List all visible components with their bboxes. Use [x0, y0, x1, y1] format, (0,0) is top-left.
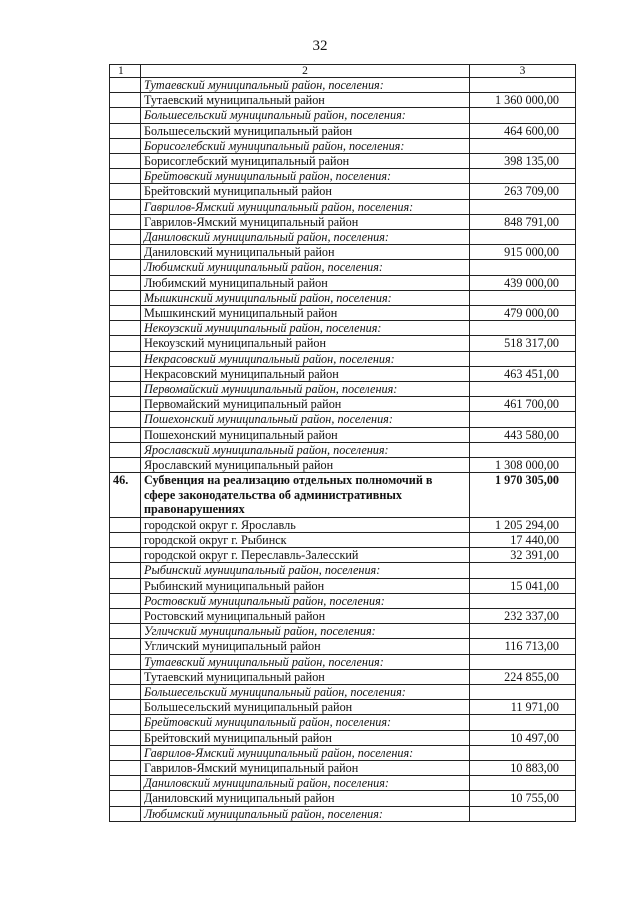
district-group-label: Большесельский муниципальный район, поселения:: [141, 108, 470, 123]
recipient-name: Борисоглебский муниципальный район: [141, 154, 470, 169]
table-row: [110, 639, 576, 654]
table-row: [110, 791, 576, 806]
amount: 398 135,00: [470, 154, 576, 169]
row-number: [110, 275, 141, 290]
amount: 32 391,00: [470, 548, 576, 563]
table-row: [110, 245, 576, 260]
recipient-name: Любимский муниципальный район: [141, 275, 470, 290]
row-number: [110, 427, 141, 442]
recipient-name: Некоузский муниципальный район: [141, 336, 470, 351]
amount: 224 855,00: [470, 669, 576, 684]
row-number: [110, 366, 141, 381]
amount: [470, 321, 576, 336]
amount: 464 600,00: [470, 123, 576, 138]
amount: [470, 169, 576, 184]
row-number: [110, 154, 141, 169]
table-row: [110, 578, 576, 593]
amount: 439 000,00: [470, 275, 576, 290]
recipient-name: городской округ г. Рыбинск: [141, 532, 470, 547]
amount: [470, 442, 576, 457]
recipient-name: Мышкинский муниципальный район: [141, 306, 470, 321]
row-number: [110, 230, 141, 245]
row-number: [110, 245, 141, 260]
amount: 1 970 305,00: [470, 473, 576, 518]
amount: [470, 685, 576, 700]
group-header-row: [110, 563, 576, 578]
district-group-label: Некоузский муниципальный район, поселения:: [141, 321, 470, 336]
header-col-1: 1: [110, 65, 141, 78]
amount: 461 700,00: [470, 397, 576, 412]
page-number: 32: [312, 38, 328, 54]
district-group-label: Гаврилов-Ямский муниципальный район, поселения:: [141, 745, 470, 760]
district-group-label: Тутаевский муниципальный район, поселения:: [141, 654, 470, 669]
row-number: [110, 609, 141, 624]
row-number: [110, 290, 141, 305]
row-number: [110, 791, 141, 806]
amount: [470, 351, 576, 366]
table-row: [110, 306, 576, 321]
amount: [470, 290, 576, 305]
table-row: [110, 609, 576, 624]
group-header-row: [110, 654, 576, 669]
recipient-name: Ростовский муниципальный район: [141, 609, 470, 624]
row-number: [110, 532, 141, 547]
district-group-label: Угличский муниципальный район, поселения:: [141, 624, 470, 639]
amount: [470, 806, 576, 821]
row-number: [110, 336, 141, 351]
amount: 848 791,00: [470, 214, 576, 229]
amount: 17 440,00: [470, 532, 576, 547]
recipient-name: городской округ г. Переславль-Залесский: [141, 548, 470, 563]
amount: [470, 776, 576, 791]
row-number: [110, 730, 141, 745]
amount: 10 755,00: [470, 791, 576, 806]
recipient-name: Гаврилов-Ямский муниципальный район: [141, 214, 470, 229]
district-group-label: Ярославский муниципальный район, поселения:: [141, 442, 470, 457]
amount: 15 041,00: [470, 578, 576, 593]
district-group-label: Мышкинский муниципальный район, поселения:: [141, 290, 470, 305]
district-group-label: Пошехонский муниципальный район, поселения:: [141, 412, 470, 427]
amount: [470, 382, 576, 397]
recipient-name: Ярославский муниципальный район: [141, 458, 470, 473]
district-group-label: Рыбинский муниципальный район, поселения:: [141, 563, 470, 578]
row-number: [110, 806, 141, 821]
district-group-label: Тутаевский муниципальный район, поселения:: [141, 78, 470, 93]
group-header-row: [110, 321, 576, 336]
amount: [470, 138, 576, 153]
district-group-label: Первомайский муниципальный район, поселения:: [141, 382, 470, 397]
group-header-row: [110, 624, 576, 639]
amount: 1 360 000,00: [470, 93, 576, 108]
row-number: [110, 306, 141, 321]
table-row: [110, 517, 576, 532]
table-row: [110, 669, 576, 684]
table-row: [110, 336, 576, 351]
recipient-name: Некрасовский муниципальный район: [141, 366, 470, 381]
amount: [470, 593, 576, 608]
table-row: [110, 730, 576, 745]
table-row: [110, 458, 576, 473]
amount: [470, 108, 576, 123]
amount: 915 000,00: [470, 245, 576, 260]
row-number: [110, 685, 141, 700]
row-number: 46.: [110, 473, 141, 518]
row-number: [110, 624, 141, 639]
recipient-name: Брейтовский муниципальный район: [141, 184, 470, 199]
district-group-label: Ростовский муниципальный район, поселения:: [141, 593, 470, 608]
row-number: [110, 548, 141, 563]
group-header-row: [110, 412, 576, 427]
row-number: [110, 517, 141, 532]
amount: 116 713,00: [470, 639, 576, 654]
group-header-row: [110, 78, 576, 93]
row-number: [110, 123, 141, 138]
row-number: [110, 412, 141, 427]
table-row: [110, 93, 576, 108]
row-number: [110, 169, 141, 184]
table-row: [110, 700, 576, 715]
amount: [470, 563, 576, 578]
amount: [470, 745, 576, 760]
header-col-3: 3: [470, 65, 576, 78]
row-number: [110, 578, 141, 593]
district-group-label: Любимский муниципальный район, поселения:: [141, 806, 470, 821]
recipient-name: Тутаевский муниципальный район: [141, 669, 470, 684]
recipient-name: городской округ г. Ярославль: [141, 517, 470, 532]
recipient-name: Даниловский муниципальный район: [141, 245, 470, 260]
amount: [470, 78, 576, 93]
row-number: [110, 715, 141, 730]
amount: 11 971,00: [470, 700, 576, 715]
amount: 1 205 294,00: [470, 517, 576, 532]
row-number: [110, 442, 141, 457]
table-row: [110, 123, 576, 138]
amount: 479 000,00: [470, 306, 576, 321]
amount: 263 709,00: [470, 184, 576, 199]
row-number: [110, 321, 141, 336]
group-header-row: [110, 806, 576, 821]
district-group-label: Брейтовский муниципальный район, поселения:: [141, 715, 470, 730]
amount: 10 883,00: [470, 761, 576, 776]
row-number: [110, 108, 141, 123]
table-row: [110, 154, 576, 169]
district-group-label: Гаврилов-Ямский муниципальный район, поселения:: [141, 199, 470, 214]
group-header-row: [110, 442, 576, 457]
group-header-row: [110, 382, 576, 397]
row-number: [110, 93, 141, 108]
row-number: [110, 745, 141, 760]
recipient-name: Рыбинский муниципальный район: [141, 578, 470, 593]
recipient-name: Даниловский муниципальный район: [141, 791, 470, 806]
row-number: [110, 563, 141, 578]
district-group-label: Брейтовский муниципальный район, поселения:: [141, 169, 470, 184]
recipient-name: Большесельский муниципальный район: [141, 700, 470, 715]
header-col-2: 2: [141, 65, 470, 78]
table-row: [110, 366, 576, 381]
group-header-row: [110, 230, 576, 245]
group-header-row: [110, 199, 576, 214]
amount: [470, 412, 576, 427]
amount: 518 317,00: [470, 336, 576, 351]
group-header-row: [110, 715, 576, 730]
amount: [470, 230, 576, 245]
table-row: [110, 548, 576, 563]
amount: 232 337,00: [470, 609, 576, 624]
row-number: [110, 654, 141, 669]
group-header-row: [110, 138, 576, 153]
subvention-row: [110, 473, 576, 518]
group-header-row: [110, 169, 576, 184]
district-group-label: Любимский муниципальный район, поселения:: [141, 260, 470, 275]
amount: 1 308 000,00: [470, 458, 576, 473]
recipient-name: Гаврилов-Ямский муниципальный район: [141, 761, 470, 776]
group-header-row: [110, 593, 576, 608]
table-row: [110, 275, 576, 290]
row-number: [110, 214, 141, 229]
district-group-label: Даниловский муниципальный район, поселения:: [141, 776, 470, 791]
group-header-row: [110, 351, 576, 366]
table-row: [110, 184, 576, 199]
row-number: [110, 593, 141, 608]
recipient-name: Субвенция на реализацию отдельных полномочий в сфере законодательства об административных правонарушениях: [141, 473, 470, 518]
table-row: [110, 214, 576, 229]
table-row: [110, 397, 576, 412]
group-header-row: [110, 260, 576, 275]
recipient-name: Угличский муниципальный район: [141, 639, 470, 654]
group-header-row: [110, 745, 576, 760]
amount: [470, 654, 576, 669]
recipient-name: Первомайский муниципальный район: [141, 397, 470, 412]
allocation-table: [109, 64, 576, 822]
amount: 463 451,00: [470, 366, 576, 381]
group-header-row: [110, 290, 576, 305]
group-header-row: [110, 776, 576, 791]
table-header-row: [110, 65, 576, 78]
amount: [470, 199, 576, 214]
row-number: [110, 138, 141, 153]
row-number: [110, 669, 141, 684]
group-header-row: [110, 685, 576, 700]
recipient-name: Тутаевский муниципальный район: [141, 93, 470, 108]
recipient-name: Пошехонский муниципальный район: [141, 427, 470, 442]
amount: 443 580,00: [470, 427, 576, 442]
row-number: [110, 78, 141, 93]
table-row: [110, 427, 576, 442]
row-number: [110, 761, 141, 776]
recipient-name: Брейтовский муниципальный район: [141, 730, 470, 745]
district-group-label: Даниловский муниципальный район, поселения:: [141, 230, 470, 245]
row-number: [110, 700, 141, 715]
recipient-name: Большесельский муниципальный район: [141, 123, 470, 138]
row-number: [110, 260, 141, 275]
table-body: [110, 65, 576, 822]
amount: [470, 624, 576, 639]
row-number: [110, 382, 141, 397]
district-group-label: Большесельский муниципальный район, поселения:: [141, 685, 470, 700]
row-number: [110, 639, 141, 654]
row-number: [110, 351, 141, 366]
row-number: [110, 776, 141, 791]
row-number: [110, 397, 141, 412]
district-group-label: Некрасовский муниципальный район, поселения:: [141, 351, 470, 366]
district-group-label: Борисоглебский муниципальный район, поселения:: [141, 138, 470, 153]
table-row: [110, 532, 576, 547]
amount: 10 497,00: [470, 730, 576, 745]
row-number: [110, 199, 141, 214]
row-number: [110, 458, 141, 473]
table-row: [110, 761, 576, 776]
amount: [470, 260, 576, 275]
amount: [470, 715, 576, 730]
group-header-row: [110, 108, 576, 123]
row-number: [110, 184, 141, 199]
